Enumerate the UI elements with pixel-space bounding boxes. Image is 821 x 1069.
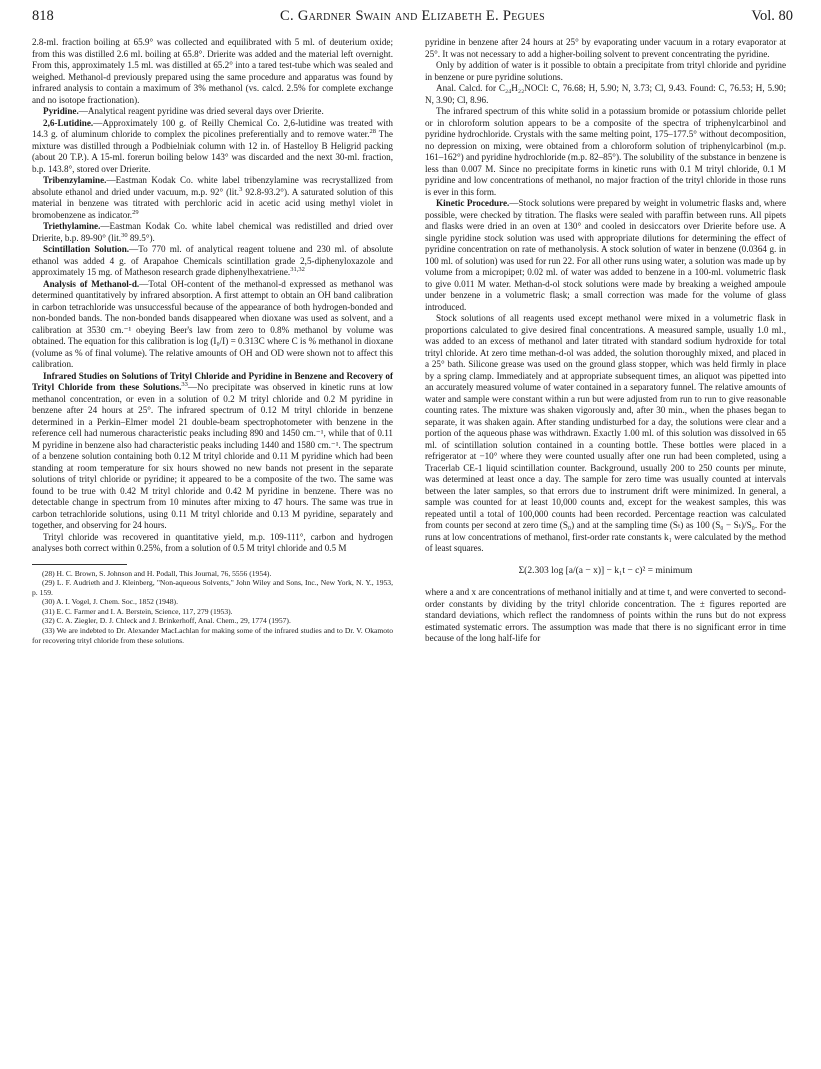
left-column [32, 37, 393, 645]
least-squares-equation: Σ(2.303 log [a/(a − x)] − k₁t − c)² = minimum [518, 565, 693, 576]
heading-kinetic: Kinetic Procedure. [436, 198, 510, 208]
ref-30: 30 [121, 231, 128, 239]
footnote-33: (33) We are indebted to Dr. Alexander MacLachlan for making some of the infrared studies and to Dr. V. Okamoto for recovering trityl chloride from these solutions. [32, 626, 393, 645]
section-pyridine [32, 106, 393, 118]
ref-3: 3 [239, 185, 243, 193]
paragraph-analysis-result: Anal. Calcd. for C₂₄H₂₂NOCl: C, 76.68; H, 5.90; N, 3.73; Cl, 9.43. Found: C, 76.53; H, 5.90; N, 3.90; Cl, 8.96. [425, 83, 786, 105]
heading-triethylamine: Triethylamine. [43, 221, 101, 231]
footnote-28: (28) H. C. Brown, S. Johnson and H. Podall, This Journal, 76, 5556 (1954). [42, 568, 272, 578]
heading-scintillation: Scintillation Solution. [43, 244, 130, 254]
paragraph-where: where a and x are concentrations of methanol initially and at time t, and were converted to second-order constants by dividing by the trityl chloride concentration. The ± figures reported are standard deviations, which reflect the randomness of points within the runs but do not express estimated systematic errors. The assumption was made that there is no significant error in time because of the long half-life for [425, 587, 786, 643]
paragraph-continuation-right: pyridine in benzene after 24 hours at 25° by evaporating under vacuum in a rotary evaporator at 25°. It was not necessary to add a higher-boiling solvent to prevent concentrating the pyridine. [425, 37, 786, 59]
heading-lutidine: 2,6-Lutidine. [43, 117, 94, 128]
section-kinetic [425, 198, 786, 313]
heading-infrared: Infrared Studies on Solutions of Trityl Chloride and Pyridine in Benzene and Recovery of Trityl Chloride from these Solutions. [32, 370, 393, 392]
footnote-29: (29) L. F. Audrieth and J. Kleinberg, "Non-aqueous Solvents," John Wiley and Sons, Inc., New York, N. Y., 1953, p. 159. [32, 578, 393, 597]
text-analysis: —Total OH-content of the methanol-d expressed as methanol was determined quantitatively by infrared absorption. A first attempt to obtain an OH band calibration in carbon tetrachloride was unsuccessful because of the appearance of both hydrogen-bonded and non-bonded bands. The non-bonded bands disappeared when dioxane was used as solvent, and a calibration at 3530 cm.⁻¹ obeying Beer's law from zero to 0.8% methanol by volume was obtained. The equation for this calibration is log (I₀/I) = 0.313C where C is % methanol in dioxane (volume as % of final volume). The relative amounts of OH and OD were shown not to affect this calibration. [32, 278, 393, 369]
section-infrared [32, 371, 393, 532]
paragraph-stock-solutions: Stock solutions of all reagents used except methanol were mixed in a volumetric flask in proportions calculated to give desired final concentrations. A measured sample, usually 1.0 ml., was added to an excess of methanol and later titrated with standard sodium hydroxide for total trityl chloride. At zero time methan-d-ol was added, the solution thoroughly mixed, and placed in a 25° bath. Silicone grease was used on the ground glass stopper, which was held firmly in place by a spring clamp. Immediately and at appropriate subsequent times, an aliquot was pipetted into an accurately measured volume of water contained in a separatory funnel. The relative amounts of water and sample were constant within a run but were adjusted from run to run to give reasonable counting rates. The mixture was shaken vigorously and, after 30 min., when the phases began to separate, it was shaken again. After standing undisturbed for a day, the solutions were clear and a portion of the aqueous phase was withdrawn. Exactly 1.00 ml. of this solution was dissolved in 65 ml. of scintillation solution contained in a counting bottle. These bottles were placed in a refrigerator at −10° where they were counted usually after one run had been completed, using a Tracerlab CE-1 liquid scintillation counter. Background, usually 200 to 250 counts per minute, was determined at least once a day. The sample for zero time was usually counted at intervals between the later samples, so that errors due to instrument drift were minimized. In general, a sample was counted for at least 10,000 counts and, except for the weakest samples, this was repeated until a total of 100,000 counts had been recorded. Percentage reaction was calculated from counts per second at zero time (S₀) and at the sampling time (Sₜ) as 100 (S₀ − Sₜ)/S₀. For the runs at low concentrations of methanol, first-order rate constants k₁ were calculated by the method of least squares. [425, 313, 786, 553]
ref-28: 28 [369, 127, 376, 135]
footnote-rule [32, 564, 127, 565]
footnote-32: (32) C. A. Ziegler, D. J. Chleck and J. Brinkerhoff, Anal. Chem., 29, 1774 (1957). [42, 616, 291, 626]
section-lutidine [32, 118, 393, 176]
text-lutidine-2: The mixture was distilled through a Podbielniak column with 12 in. of Hastelloy B Heligrid packing (about 20 T.P.). A 15-ml. forerun boiling below 143° was discarded and the next 30-ml. fraction, b.p. 143.8°, stored over Drierite. [32, 129, 393, 174]
running-title-authors: C. Gardner Swain and Elizabeth E. Pegues [280, 8, 545, 24]
text-triethylamine-2: 89.5°). [127, 232, 155, 243]
section-tribenzylamine [32, 175, 393, 221]
ref-33: 33 [181, 380, 188, 388]
section-analysis [32, 279, 393, 371]
volume-number: Vol. 80 [751, 8, 793, 24]
text-triethylamine: —Eastman Kodak Co. white label chemical was redistilled and dried over Drierite, b.p. 89-90° (lit. [32, 221, 393, 243]
paragraph-water: Only by addition of water is it possible to obtain a precipitate from trityl chloride and pyridine in benzene or pure pyridine solutions. [425, 60, 786, 82]
text-scintillation: —To 770 ml. of analytical reagent toluene and 230 ml. of absolute ethanol was added 4 g. of Arapahoe Chemicals scintillation grade 2,5-diphenyloxazole and approximately 15 mg. of Matheson research grade diphenylhexatriene. [32, 244, 393, 277]
ref-29: 29 [132, 208, 139, 216]
right-column [425, 37, 786, 645]
text-kinetic: —Stock solutions were prepared by weight in volumetric flasks and, where possible, were checked by titration. The flasks were sealed with paraffin between runs. All pipets and flasks were dried in an oven at 130° and cooled in desiccators over Drierite before use. A single pyridine stock solution was used with appropriate dilutions for determining the effect of pyridine concentration on rate of methanolysis. A stock solution of water in benzene (0.0364 g. in 100 ml. of solution) was used for run 22. For all other runs using water, a solution was made up by volume from a micropipet; 0.02 ml. of water was added to benzene in a 100-ml. volumetric flask to give 0.011 M water. Methan-d-ol stock solutions were made by breaking a weighed ampoule under benzene in a volumetric flask; a small correction was made for the volume of glass introduced. [425, 198, 786, 312]
page-header [32, 8, 793, 28]
footnote-31: (31) E. C. Farmer and I. A. Berstein, Science, 117, 279 (1953). [42, 606, 233, 616]
footnote-30: (30) A. I. Vogel, J. Chem. Soc., 1852 (1948). [42, 597, 178, 607]
heading-analysis: Analysis of Methanol-d. [43, 278, 140, 289]
text-tribenzylamine-2: 92.8-93.2°). A saturated solution of this material in benzene was titrated with perchloric acid in acetic acid using methyl violet in bromobenzene as indicator. [32, 186, 393, 220]
ref-31-32: 31,32 [290, 265, 305, 273]
text-tribenzylamine: —Eastman Kodak Co. white label tribenzylamine was recrystallized from absolute ethanol and dried under vacuum, m.p. 92° (lit. [32, 175, 393, 197]
text-pyridine: —Analytical reagent pyridine was dried several days over Drierite. [78, 106, 324, 116]
section-triethylamine [32, 221, 393, 244]
section-scintillation [32, 244, 393, 279]
page-number: 818 [32, 8, 54, 24]
text-lutidine: —Approximately 100 g. of Reilly Chemical Co. 2,6-lutidine was treated with 14.3 g. of aluminum chloride to complex the picolines preferentially and to remove water. [32, 117, 393, 139]
paragraph-continuation: 2.8-ml. fraction boiling at 65.9° was collected and equilibrated with 5 ml. of deuterium oxide; from this was distilled 2.6 ml. boiling at 65.8°. Drierite was added and the material left overnight. From this, approximately 1.5 ml. was distilled at 65.2° into a tared test-tube which was sealed and weighed. Methanol-d previously prepared using the same procedure and apparatus was found by infrared analysis to contain a maximum of 3% methanol (vs. calcd. 2.5% for complete exchange and no isotope fractionation). [32, 37, 393, 105]
heading-tribenzylamine: Tribenzylamine. [43, 175, 107, 185]
footnotes [32, 569, 393, 646]
paragraph-recovery: Trityl chloride was recovered in quantitative yield, m.p. 109-111°, carbon and hydrogen analyses both correct within 0.25%, from a solution of 0.5 M trityl chloride and 0.5 M [32, 531, 393, 553]
heading-pyridine: Pyridine. [43, 106, 79, 116]
text-infrared: —No precipitate was observed in kinetic runs at low methanol concentration, or even in a solution of 0.2 M trityl chloride and 0.2 M pyridine in benzene after 24 hours at 25°. The infrared spectrum of 0.12 M trityl chloride in benzene determined in a Perkin–Elmer model 21 double-beam spectrophotometer with benzene in the reference cell had numerous characteristic peaks including 890 and 1450 cm.⁻¹, while that of 0.11 M pyridine in benzene also had characteristic peaks including 1440 and 1580 cm.⁻¹. The spectrum of a benzene solution containing both 0.12 M trityl chloride and 0.11 M pyridine which had been standing at room temperature for six hours showed no new bands not present in the separate solutions of trityl chloride or pyridine; it appeared to be a composite of the two. The same was found to be true with 0.42 M trityl chloride and 0.42 M pyridine in benzene. There was no detectable change in spectrum from 10 minutes after mixing to 47 hours. The same was true in carbon tetrachloride solutions, using 0.11 M trityl chloride and 0.13 M pyridine, separately and together, and observing for 24 hours. [32, 382, 393, 530]
paragraph-infrared-solid: The infrared spectrum of this white solid in a potassium bromide or potassium chloride pellet or in chloroform solution appears to be a composite of the spectra of triphenylcarbinol and pyridine hydrochloride. Crystals with the same melting point, 175–177.5° without decomposition, no depression on mixing, were obtained from a chloroform solution of triphenylcarbinol (m.p. 161–162°) and pyridine hydrochloride (m.p. 82–85°). The solubility of the substance in benzene is less than 0.007 M. Since no precipitate forms in kinetic runs with 0.1 M trityl chloride, 0.1 M pyridine and low concentrations of methanol, no major fraction of the trityl chloride in those runs is ever in this form. [425, 106, 786, 197]
